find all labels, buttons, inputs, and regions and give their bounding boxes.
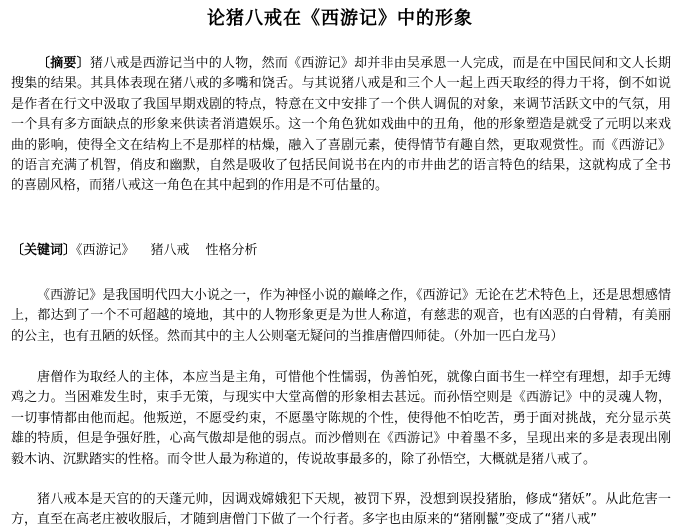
abstract-paragraph — [11, 54, 671, 197]
keywords-label: 〔关键词〕 — [11, 243, 77, 258]
body-paragraph: 唐僧作为取经人的主体，本应当是主角，可惜他个性懦弱，伪善怕死，就像白面书生一样空有理想，却手无缚鸡之力。当困难发生时，束手无策，与现实中大堂高僧的形象相去甚远。而孙悟空则是《西游记》中的灵魂人物，一切事情都由他而起。他叛逆，不愿受约束，不愿墨守陈规的个性，使得他不怕吃苦，勇于面对挑战，充分显示英雄的特质，但是争强好胜，心高气傲却是他的弱点。而沙僧则在《西游记》中着墨不多，呈现出来的多是表现出刚毅木讷、沉默踏实的性格。而令世人最为称道的，传说故事最多的，除了孙悟空，大概就是猪八戒了。 — [11, 370, 671, 467]
abstract-text: 猪八戒是西游记当中的人物，然而《西游记》却并非由吴承恩一人完成，而是在中国民间和文人长期搜集的结果。其具体表现在猪八戒的多嘴和饶舌。与其说猪八戒是和三个人一起上西天取经的得力干将，倒不如说是作者在行文中汲取了我国早期戏剧的特点，特意在文中安排了一个供人调侃的对象，来调节活跃文中的气氛，用一个具有多方面缺点的形象来供读者消遣娱乐。这一个角色犹如戏曲中的丑角，他的形象塑造是就受了元明以来戏曲的影响，使得全文在结构上不是那样的枯燥，融入了喜剧元素，使得情节有趣自然，更取观赏性。而《西游记》的语言充满了机智，俏皮和幽默，自然是吸收了包括民间说书在内的市井曲艺的语言特色的结果，这就构成了全书的喜剧风格，而猪八戒这一角色在其中起到的作用是不可估量的。 — [11, 56, 671, 194]
body-paragraph: 猪八戒本是天宫的的天蓬元帅，因调戏嫦娥犯下天规，被罚下界，没想到误投猪胎，修成“猪妖”。从此危害一方，直至在高老庄被收服后，才随到唐僧门下做了一个行者。多字也由原来的“猪刚鬣”变成了“猪八戒” — [11, 492, 671, 528]
keyword-item: 猪八戒 — [150, 243, 190, 258]
abstract-label: 〔摘要〕 — [37, 56, 90, 71]
document-title: 论猪八戒在《西游记》中的形象 — [207, 8, 473, 29]
keyword-item: 性格分析 — [205, 243, 258, 258]
body-paragraph: 《西游记》是我国明代四大小说之一，作为神怪小说的巅峰之作，《西游记》无论在艺术特色上，还是思想感情上，都达到了一个不可超越的境地，其中的人物形象更是为世人称道，有慈悲的观音，也有凶恶的白骨精，有美丽的公主，也有丑陋的妖怪。然而其中的主人公则毫无疑问的当推唐僧四师徒。（外加一匹白龙马） — [11, 288, 671, 344]
keyword-item: 《西游记》 — [76, 243, 135, 258]
keywords-line — [11, 241, 671, 261]
